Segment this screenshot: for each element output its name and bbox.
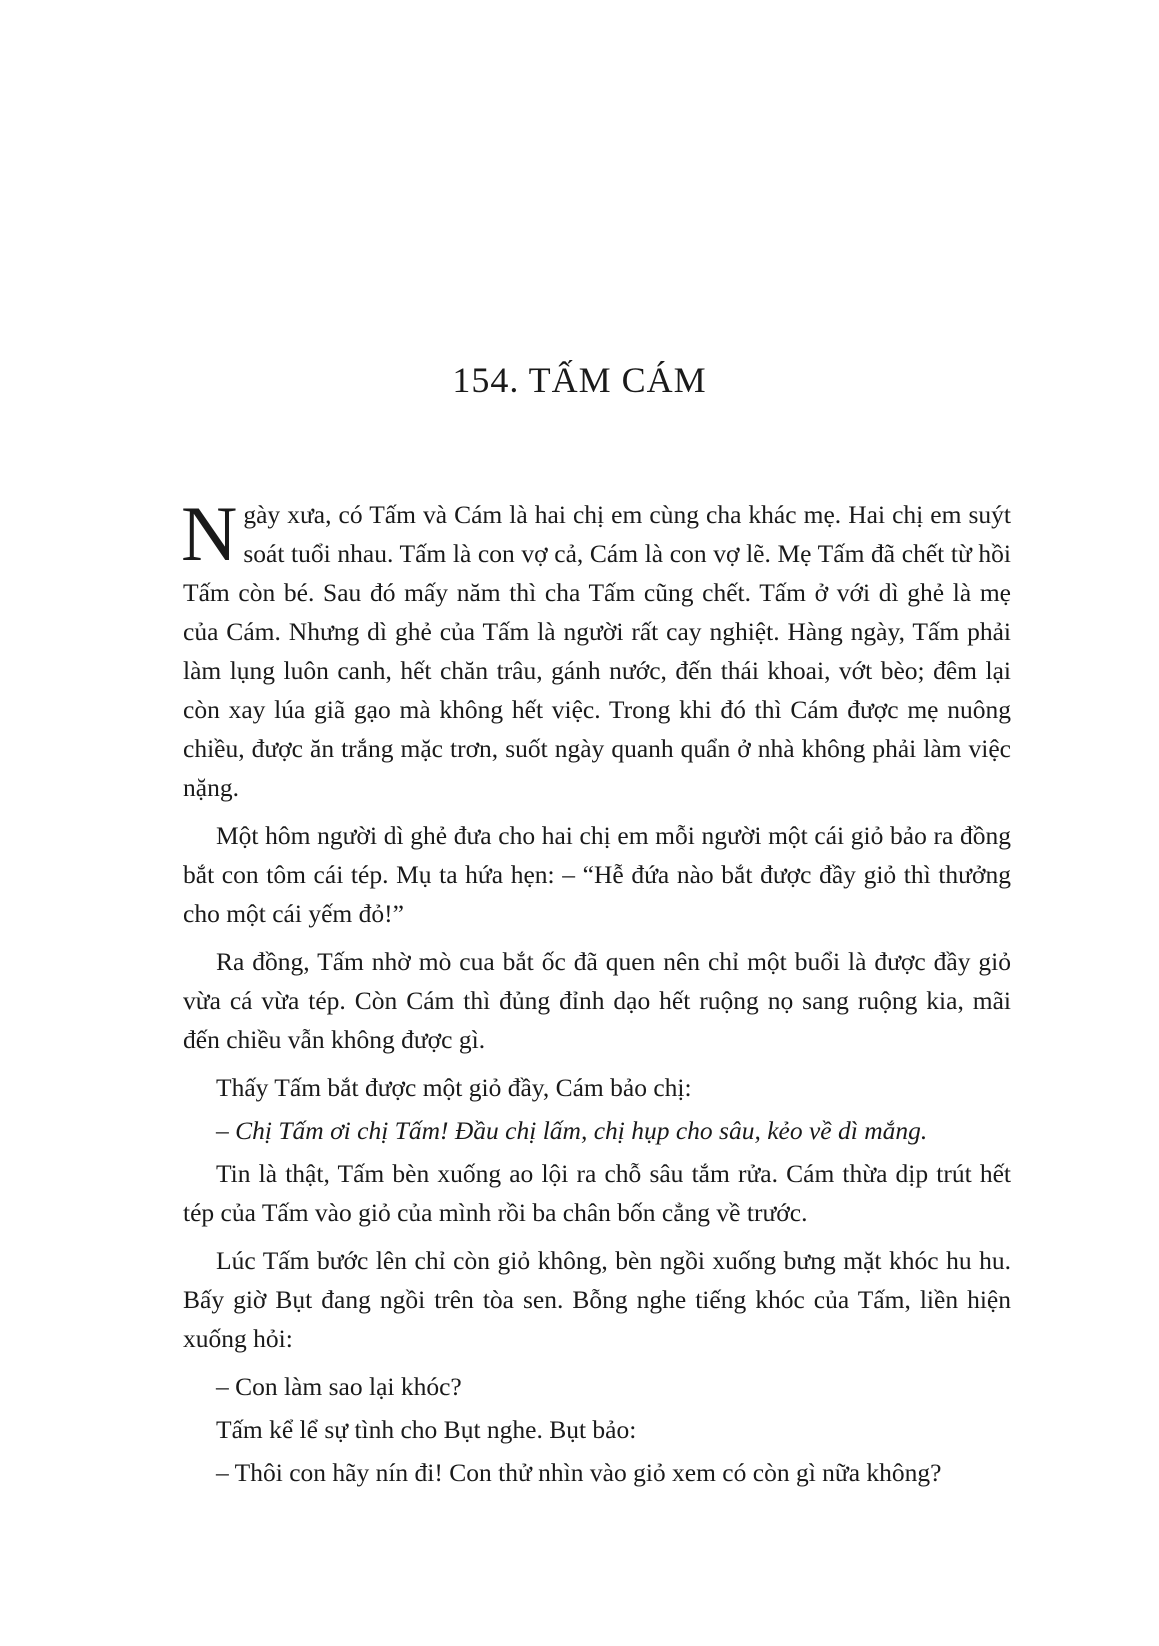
paragraph-10-dialogue: – Thôi con hãy nín đi! Con thử nhìn vào giỏ xem có còn gì nữa không? — [216, 1458, 942, 1487]
drop-cap: N — [181, 490, 238, 577]
paragraph-5-dialogue: – Chị Tấm ơi chị Tấm! Đầu chị lấm, chị hụp cho sâu, kẻo về dì mắng. — [216, 1116, 928, 1145]
paragraph-7: Lúc Tấm bước lên chỉ còn giỏ không, bèn ngồi xuống bưng mặt khóc hu hu. Bấy giờ Bụt đang ngồi trên tòa sen. Bỗng nghe tiếng khóc của Tấm, liền hiện xuống hỏi: — [183, 1246, 1011, 1353]
chapter-title: 154. TẤM CÁM — [452, 360, 707, 400]
paragraph-8-dialogue: – Con làm sao lại khóc? — [216, 1372, 462, 1401]
paragraph-4: Thấy Tấm bắt được một giỏ đầy, Cám bảo chị: — [216, 1073, 692, 1102]
paragraph-1-text: gày xưa, có Tấm và Cám là hai chị em cùng cha khác mẹ. Hai chị em suýt soát tuổi nhau. Tấm là con vợ cả, Cám là con vợ lẽ. Mẹ Tấm đã chết từ hồi Tấm còn bé. Sau đó mấy năm thì cha Tấm cũng chết. Tấm ở với dì ghẻ là mẹ của Cám. Nhưng dì ghẻ của Tấm là người rất cay nghiệt. Hàng ngày, Tấm phải làm lụng luôn canh, hết chăn trâu, gánh nước, đến thái khoai, vớt bèo; đêm lại còn xay lúa giã gạo mà không hết việc. Trong khi đó thì Cám được mẹ nuông chiều, được ăn trắng mặc trơn, suốt ngày quanh quẩn ở nhà không phải làm việc nặng. — [183, 500, 1011, 802]
paragraph-9: Tấm kể lể sự tình cho Bụt nghe. Bụt bảo: — [216, 1415, 637, 1444]
paragraph-1 — [181, 490, 1011, 807]
paragraph-6: Tin là thật, Tấm bèn xuống ao lội ra chỗ sâu tắm rửa. Cám thừa dịp trút hết tép của Tấm vào giỏ của mình rồi ba chân bốn cẳng về trước. — [183, 1159, 1011, 1227]
story-text — [181, 490, 1011, 1496]
paragraph-3: Ra đồng, Tấm nhờ mò cua bắt ốc đã quen nên chỉ một buổi là được đầy giỏ vừa cá vừa tép. Còn Cám thì đủng đỉnh dạo hết ruộng nọ sang ruộng kia, mãi đến chiều vẫn không được gì. — [183, 947, 1011, 1054]
paragraph-2: Một hôm người dì ghẻ đưa cho hai chị em mỗi người một cái giỏ bảo ra đồng bắt con tôm cái tép. Mụ ta hứa hẹn: – “Hễ đứa nào bắt được đầy giỏ thì thưởng cho một cái yếm đỏ!” — [183, 821, 1011, 928]
